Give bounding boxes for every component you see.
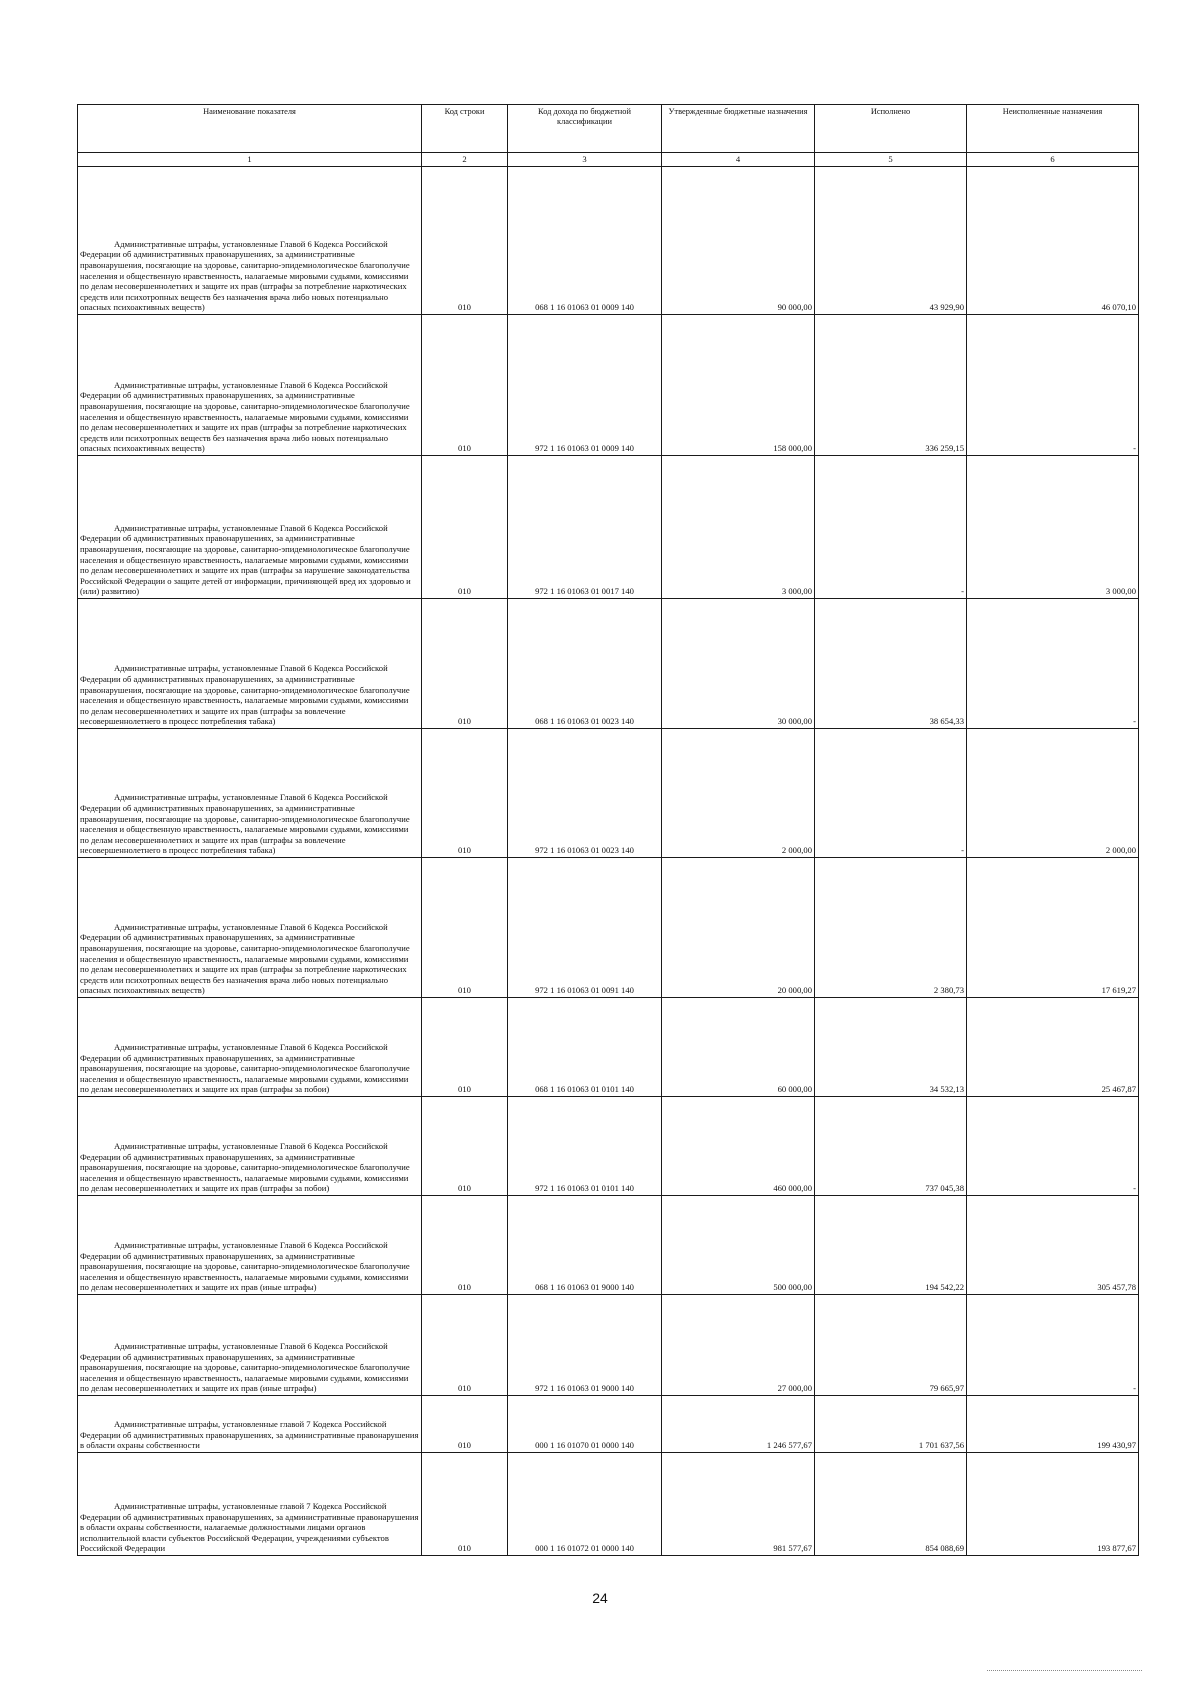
indicator-name-cell: Административные штрафы, установленные Главой 6 Кодекса Российской Федерации об административных правонарушениях, за административные правонарушения, посягающие на здоровье, санитарно-эпидемиологическое благополучие населения и общественную нравственность, налагаемые мировыми судьями, комиссиями по делам несовершеннолетних и защите их прав (штрафы за вовлечение несовершеннолетнего в процесс потребления табака) <box>78 729 422 858</box>
line-code-cell: 010 <box>422 998 508 1097</box>
table-row <box>78 1396 1139 1453</box>
unexecuted-amount-cell: - <box>967 1097 1139 1196</box>
column-number: 5 <box>815 153 967 167</box>
indicator-name-cell: Административные штрафы, установленные Главой 6 Кодекса Российской Федерации об административных правонарушениях, за административные правонарушения, посягающие на здоровье, санитарно-эпидемиологическое благополучие населения и общественную нравственность, налагаемые мировыми судьями, комиссиями по делам несовершеннолетних и защите их прав (иные штрафы) <box>78 1295 422 1396</box>
table-row <box>78 858 1139 998</box>
column-number: 6 <box>967 153 1139 167</box>
executed-amount-cell: 2 380,73 <box>815 858 967 998</box>
executed-amount-cell: - <box>815 456 967 599</box>
approved-amount-cell: 3 000,00 <box>662 456 815 599</box>
budget-code-cell: 068 1 16 01063 01 9000 140 <box>508 1196 662 1295</box>
line-code-cell: 010 <box>422 1396 508 1453</box>
executed-amount-cell: 1 701 637,56 <box>815 1396 967 1453</box>
line-code-cell: 010 <box>422 315 508 456</box>
executed-amount-cell: 854 088,69 <box>815 1453 967 1556</box>
indicator-name-cell: Административные штрафы, установленные Главой 6 Кодекса Российской Федерации об административных правонарушениях, за административные правонарушения, посягающие на здоровье, санитарно-эпидемиологическое благополучие населения и общественную нравственность, налагаемые мировыми судьями, комиссиями по делам несовершеннолетних и защите их прав (штрафы за потребление наркотических средств или психотропных веществ без назначения врача либо новых потенциально опасных психоактивных веществ) <box>78 858 422 998</box>
budget-code-cell: 068 1 16 01063 01 0101 140 <box>508 998 662 1097</box>
approved-amount-cell: 158 000,00 <box>662 315 815 456</box>
executed-amount-cell: 737 045,38 <box>815 1097 967 1196</box>
page-number: 24 <box>592 1590 608 1606</box>
header-executed: Исполнено <box>815 105 967 153</box>
line-code-cell: 010 <box>422 599 508 729</box>
unexecuted-amount-cell: 199 430,97 <box>967 1396 1139 1453</box>
approved-amount-cell: 60 000,00 <box>662 998 815 1097</box>
table-row <box>78 729 1139 858</box>
budget-code-cell: 972 1 16 01063 01 0091 140 <box>508 858 662 998</box>
indicator-name-cell: Административные штрафы, установленные Главой 6 Кодекса Российской Федерации об административных правонарушениях, за административные правонарушения, посягающие на здоровье, санитарно-эпидемиологическое благополучие населения и общественную нравственность, налагаемые мировыми судьями, комиссиями по делам несовершеннолетних и защите их прав (штрафы за побои) <box>78 1097 422 1196</box>
table-row <box>78 1295 1139 1396</box>
executed-amount-cell: 79 665,97 <box>815 1295 967 1396</box>
table-row <box>78 1453 1139 1556</box>
unexecuted-amount-cell: - <box>967 1295 1139 1396</box>
unexecuted-amount-cell: 193 877,67 <box>967 1453 1139 1556</box>
column-number: 2 <box>422 153 508 167</box>
unexecuted-amount-cell: 17 619,27 <box>967 858 1139 998</box>
unexecuted-amount-cell: 2 000,00 <box>967 729 1139 858</box>
header-row <box>78 105 1139 153</box>
indicator-name-cell: Административные штрафы, установленные Главой 6 Кодекса Российской Федерации об административных правонарушениях, за административные правонарушения, посягающие на здоровье, санитарно-эпидемиологическое благополучие населения и общественную нравственность, налагаемые мировыми судьями, комиссиями по делам несовершеннолетних и защите их прав (иные штрафы) <box>78 1196 422 1295</box>
header-indicator-name: Наименование показателя <box>78 105 422 153</box>
indicator-name-cell: Административные штрафы, установленные главой 7 Кодекса Российской Федерации об административных правонарушениях, за административные правонарушения в области охраны собственности, налагаемые должностными лицами органов исполнительной власти субъектов Российской Федерации, учреждениями субъектов Российской Федерации <box>78 1453 422 1556</box>
budget-execution-table <box>77 104 1139 1556</box>
line-code-cell: 010 <box>422 1453 508 1556</box>
indicator-name-cell: Административные штрафы, установленные главой 7 Кодекса Российской Федерации об административных правонарушениях, за административные правонарушения в области охраны собственности <box>78 1396 422 1453</box>
header-approved-budget: Утвержденные бюджетные назначения <box>662 105 815 153</box>
budget-code-cell: 972 1 16 01063 01 0023 140 <box>508 729 662 858</box>
approved-amount-cell: 2 000,00 <box>662 729 815 858</box>
column-number: 4 <box>662 153 815 167</box>
column-number: 1 <box>78 153 422 167</box>
approved-amount-cell: 500 000,00 <box>662 1196 815 1295</box>
budget-code-cell: 068 1 16 01063 01 0009 140 <box>508 167 662 315</box>
line-code-cell: 010 <box>422 167 508 315</box>
line-code-cell: 010 <box>422 858 508 998</box>
budget-code-cell: 000 1 16 01070 01 0000 140 <box>508 1396 662 1453</box>
executed-amount-cell: 336 259,15 <box>815 315 967 456</box>
header-unexecuted: Неисполненные назначения <box>967 105 1139 153</box>
table-row <box>78 599 1139 729</box>
approved-amount-cell: 460 000,00 <box>662 1097 815 1196</box>
line-code-cell: 010 <box>422 456 508 599</box>
indicator-name-cell: Административные штрафы, установленные Главой 6 Кодекса Российской Федерации об административных правонарушениях, за административные правонарушения, посягающие на здоровье, санитарно-эпидемиологическое благополучие населения и общественную нравственность, налагаемые мировыми судьями, комиссиями по делам несовершеннолетних и защите их прав (штрафы за побои) <box>78 998 422 1097</box>
header-budget-classification-code: Код дохода по бюджетной классификации <box>508 105 662 153</box>
budget-code-cell: 972 1 16 01063 01 0017 140 <box>508 456 662 599</box>
approved-amount-cell: 90 000,00 <box>662 167 815 315</box>
indicator-name-cell: Административные штрафы, установленные Главой 6 Кодекса Российской Федерации об административных правонарушениях, за административные правонарушения, посягающие на здоровье, санитарно-эпидемиологическое благополучие населения и общественную нравственность, налагаемые мировыми судьями, комиссиями по делам несовершеннолетних и защите их прав (штрафы за потребление наркотических средств или психотропных веществ без назначения врача либо новых потенциально опасных психоактивных веществ) <box>78 167 422 315</box>
indicator-name-cell: Административные штрафы, установленные Главой 6 Кодекса Российской Федерации об административных правонарушениях, за административные правонарушения, посягающие на здоровье, санитарно-эпидемиологическое благополучие населения и общественную нравственность, налагаемые мировыми судьями, комиссиями по делам несовершеннолетних и защите их прав (штрафы за вовлечение несовершеннолетнего в процесс потребления табака) <box>78 599 422 729</box>
approved-amount-cell: 1 246 577,67 <box>662 1396 815 1453</box>
approved-amount-cell: 27 000,00 <box>662 1295 815 1396</box>
budget-code-cell: 972 1 16 01063 01 0101 140 <box>508 1097 662 1196</box>
line-code-cell: 010 <box>422 1196 508 1295</box>
indicator-name-cell: Административные штрафы, установленные Главой 6 Кодекса Российской Федерации об административных правонарушениях, за административные правонарушения, посягающие на здоровье, санитарно-эпидемиологическое благополучие населения и общественную нравственность, налагаемые мировыми судьями, комиссиями по делам несовершеннолетних и защите их прав (штрафы за нарушение законодательства Российской Федерации о защите детей от информации, причиняющей вред их здоровью и (или) развитию) <box>78 456 422 599</box>
executed-amount-cell: - <box>815 729 967 858</box>
approved-amount-cell: 20 000,00 <box>662 858 815 998</box>
approved-amount-cell: 981 577,67 <box>662 1453 815 1556</box>
approved-amount-cell: 30 000,00 <box>662 599 815 729</box>
unexecuted-amount-cell: 25 467,87 <box>967 998 1139 1097</box>
table-row <box>78 998 1139 1097</box>
column-number-row <box>78 153 1139 167</box>
executed-amount-cell: 43 929,90 <box>815 167 967 315</box>
indicator-name-cell: Административные штрафы, установленные Главой 6 Кодекса Российской Федерации об административных правонарушениях, за административные правонарушения, посягающие на здоровье, санитарно-эпидемиологическое благополучие населения и общественную нравственность, налагаемые мировыми судьями, комиссиями по делам несовершеннолетних и защите их прав (штрафы за потребление наркотических средств или психотропных веществ без назначения врача либо новых потенциально опасных психоактивных веществ) <box>78 315 422 456</box>
table-row <box>78 167 1139 315</box>
budget-code-cell: 000 1 16 01072 01 0000 140 <box>508 1453 662 1556</box>
header-line-code: Код строки <box>422 105 508 153</box>
executed-amount-cell: 38 654,33 <box>815 599 967 729</box>
line-code-cell: 010 <box>422 1097 508 1196</box>
unexecuted-amount-cell: - <box>967 315 1139 456</box>
table-row <box>78 456 1139 599</box>
unexecuted-amount-cell: - <box>967 599 1139 729</box>
table-row <box>78 1097 1139 1196</box>
table-row <box>78 315 1139 456</box>
unexecuted-amount-cell: 3 000,00 <box>967 456 1139 599</box>
table-row <box>78 1196 1139 1295</box>
executed-amount-cell: 34 532,13 <box>815 998 967 1097</box>
line-code-cell: 010 <box>422 1295 508 1396</box>
unexecuted-amount-cell: 305 457,78 <box>967 1196 1139 1295</box>
budget-code-cell: 972 1 16 01063 01 0009 140 <box>508 315 662 456</box>
budget-code-cell: 972 1 16 01063 01 9000 140 <box>508 1295 662 1396</box>
executed-amount-cell: 194 542,22 <box>815 1196 967 1295</box>
report-sheet <box>77 104 1138 1556</box>
line-code-cell: 010 <box>422 729 508 858</box>
scan-artifact <box>987 1670 1142 1673</box>
column-number: 3 <box>508 153 662 167</box>
budget-code-cell: 068 1 16 01063 01 0023 140 <box>508 599 662 729</box>
unexecuted-amount-cell: 46 070,10 <box>967 167 1139 315</box>
